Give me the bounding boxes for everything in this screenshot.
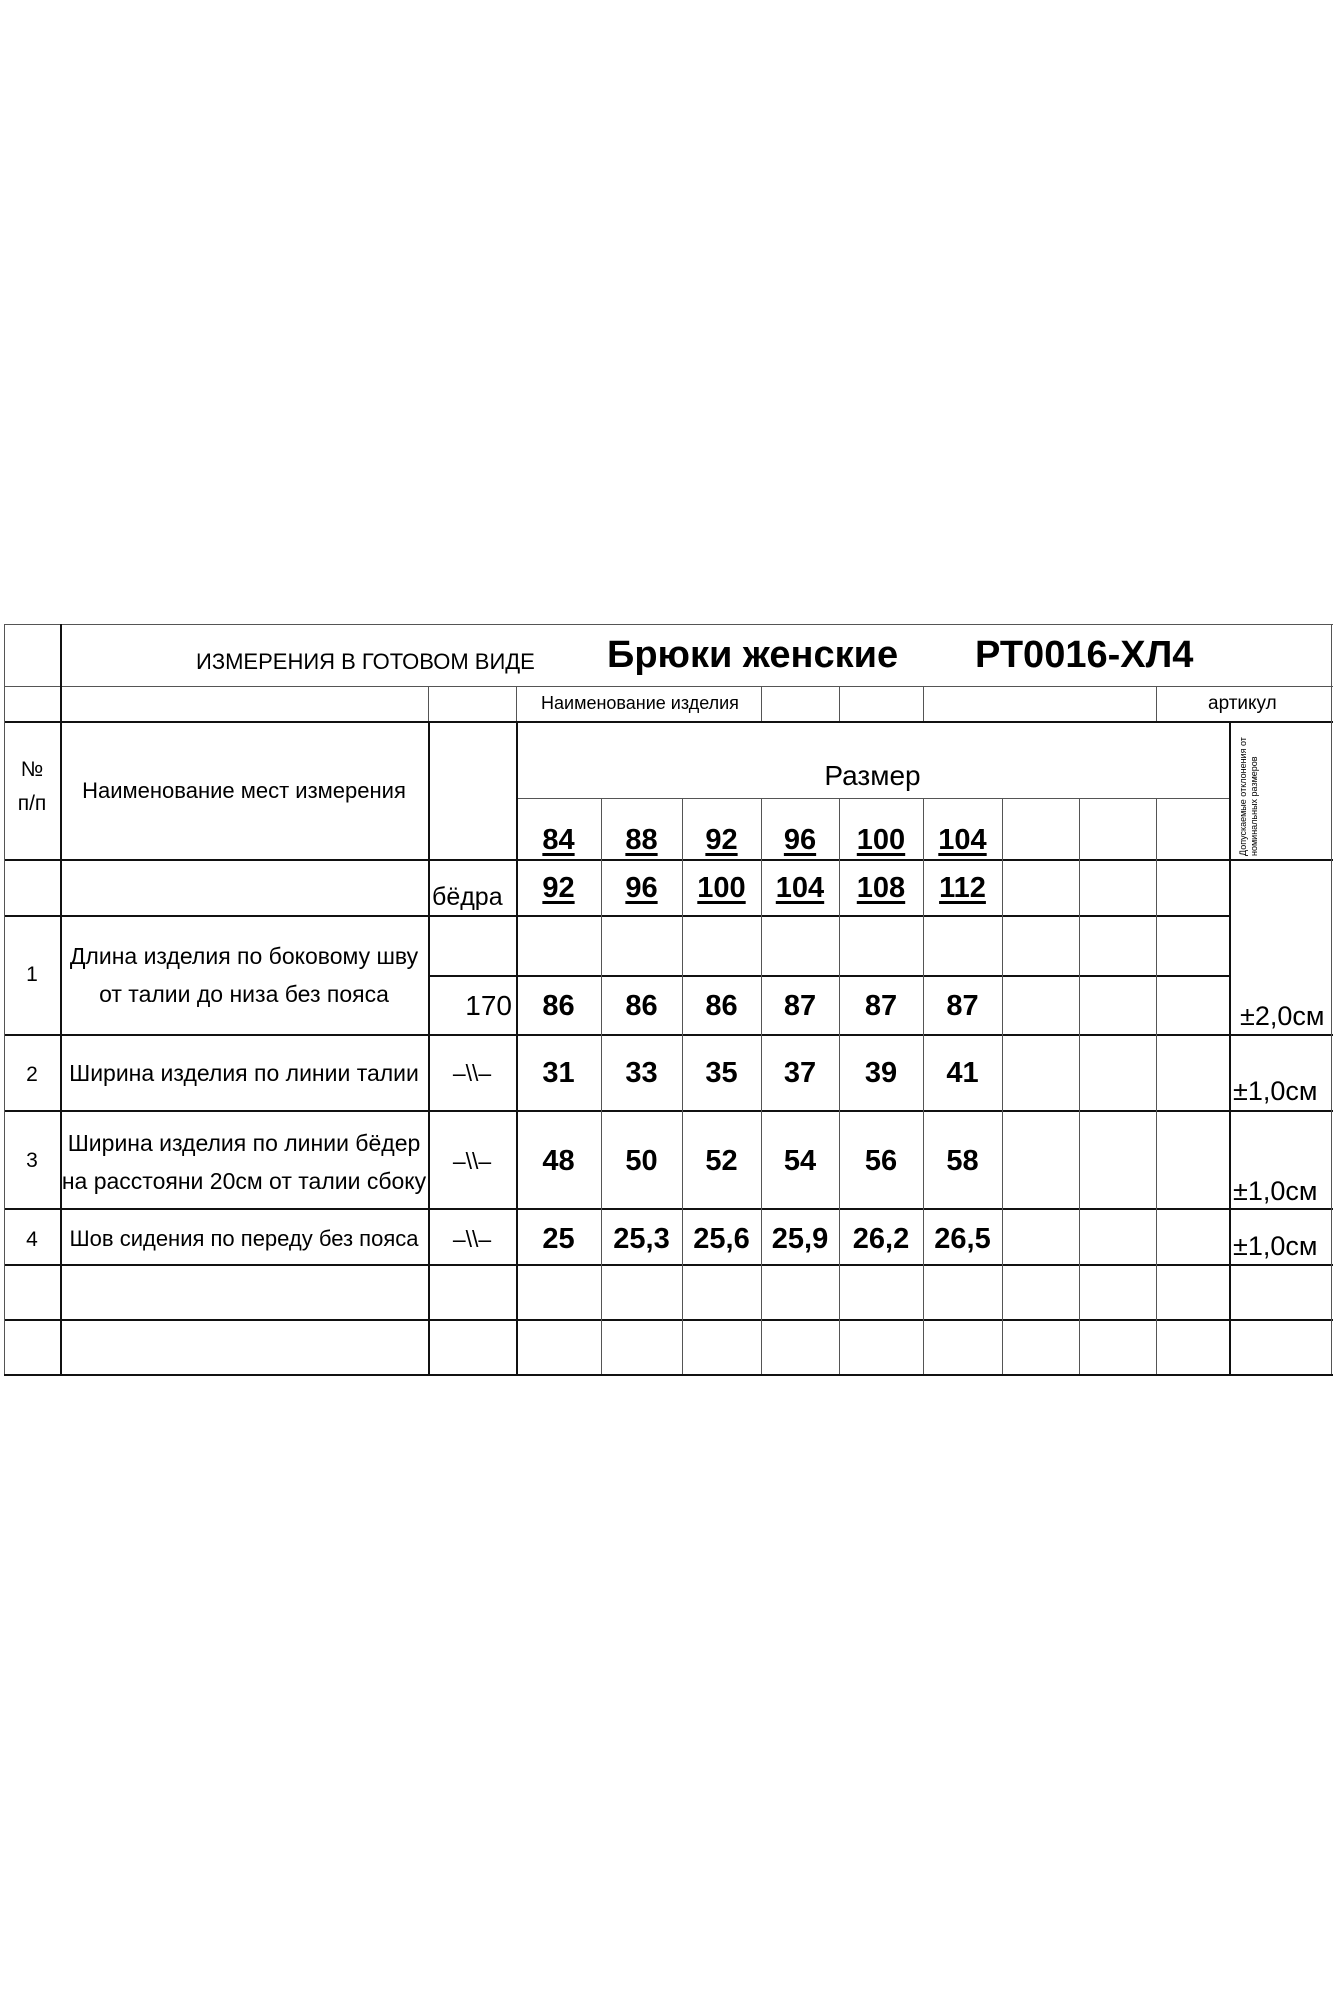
grid-line bbox=[516, 721, 518, 1374]
grid-line bbox=[1229, 721, 1231, 1374]
row-name: Ширина изделия по линии бёдер на расстояни 20см от талии сбоку bbox=[61, 1130, 427, 1194]
grid-line bbox=[4, 859, 1333, 861]
row-name: Шов сидения по переду без пояса bbox=[69, 1226, 419, 1251]
cell-value: 48 bbox=[542, 1145, 575, 1177]
row-number: 4 bbox=[26, 1228, 38, 1251]
grid-line bbox=[1156, 686, 1157, 721]
cell-value: 54 bbox=[783, 1145, 817, 1177]
row-tolerance: ±2,0см bbox=[1240, 1001, 1325, 1031]
row-number: 2 bbox=[26, 1063, 38, 1086]
cell-value: 87 bbox=[864, 990, 898, 1022]
size-value: 84 bbox=[542, 824, 575, 856]
size-value: 104 bbox=[938, 824, 987, 856]
product-name: Брюки женские bbox=[607, 634, 899, 676]
cell-value: 86 bbox=[625, 990, 658, 1022]
size-value: 88 bbox=[625, 824, 658, 856]
grid-line bbox=[1156, 798, 1157, 1374]
size-value: 96 bbox=[783, 824, 817, 856]
cell-value: 33 bbox=[625, 1057, 658, 1089]
grid-line bbox=[428, 975, 1229, 977]
grid-line bbox=[761, 686, 762, 721]
cell-value: 58 bbox=[946, 1145, 979, 1177]
hip-value: 112 bbox=[939, 872, 986, 904]
cell-value: 41 bbox=[946, 1057, 979, 1089]
grid-line bbox=[4, 624, 5, 1374]
article-code: РТ0016-ХЛ4 bbox=[975, 634, 1194, 676]
row-number: 1 bbox=[26, 963, 38, 986]
size-value: 100 bbox=[856, 824, 906, 856]
cell-value: 37 bbox=[783, 1057, 817, 1089]
cell-value: 25,9 bbox=[771, 1223, 829, 1255]
cell-value: 87 bbox=[946, 990, 979, 1022]
hip-value: 104 bbox=[775, 872, 825, 904]
cell-value: 86 bbox=[705, 990, 738, 1022]
grid-line bbox=[4, 1319, 1333, 1321]
cell-value: 25 bbox=[542, 1223, 575, 1255]
hip-value: 100 bbox=[697, 872, 746, 904]
row-ref: 170 bbox=[465, 990, 512, 1021]
col-name-header: Наименование мест измерения bbox=[82, 778, 406, 803]
grid-line bbox=[1331, 624, 1332, 1374]
row-tolerance: ±1,0см bbox=[1233, 1176, 1318, 1206]
cell-value: 26,2 bbox=[852, 1223, 910, 1255]
cell-value: 35 bbox=[705, 1057, 738, 1089]
col-number-header: № п/п bbox=[17, 758, 47, 815]
grid-line bbox=[4, 1264, 1333, 1266]
cell-value: 25,3 bbox=[613, 1223, 670, 1255]
grid-line bbox=[428, 686, 429, 721]
hip-label: бёдра bbox=[432, 883, 503, 911]
cell-value: 25,6 bbox=[693, 1223, 750, 1255]
size-title: Размер bbox=[824, 760, 921, 791]
cell-value: 50 bbox=[625, 1145, 658, 1177]
hip-value: 92 bbox=[542, 872, 575, 904]
cell-value: 26,5 bbox=[934, 1223, 991, 1255]
grid-line bbox=[516, 686, 517, 721]
row-number: 3 bbox=[26, 1149, 38, 1172]
grid-line bbox=[4, 1374, 1333, 1376]
grid-line bbox=[4, 915, 1229, 917]
product-name-caption: Наименование изделия bbox=[541, 693, 739, 713]
row-tolerance: ±1,0см bbox=[1233, 1231, 1318, 1261]
hip-value: 108 bbox=[856, 872, 906, 904]
cell-value: 39 bbox=[864, 1057, 898, 1089]
sheet-subtitle: ИЗМЕРЕНИЯ В ГОТОВОМ ВИДЕ bbox=[196, 649, 535, 674]
row-name: Ширина изделия по линии талии bbox=[69, 1060, 419, 1086]
cell-value: 31 bbox=[542, 1057, 575, 1089]
article-caption: артикул bbox=[1208, 693, 1277, 714]
size-value: 92 bbox=[705, 824, 738, 856]
grid-line bbox=[516, 798, 1229, 799]
grid-line bbox=[4, 1110, 1333, 1112]
grid-line bbox=[1079, 798, 1080, 1374]
cell-value: 56 bbox=[864, 1145, 898, 1177]
row-name: Длина изделия по боковому шву от талии до низа без пояса bbox=[69, 943, 419, 1007]
cell-value: 87 bbox=[783, 990, 817, 1022]
row-ref: –\\– bbox=[452, 1148, 492, 1174]
grid-line bbox=[923, 686, 924, 721]
grid-line bbox=[4, 1208, 1333, 1210]
grid-line bbox=[4, 624, 1333, 625]
cell-value: 52 bbox=[705, 1145, 738, 1177]
grid-line bbox=[4, 686, 1333, 687]
hip-value: 96 bbox=[625, 872, 658, 904]
row-ref: –\\– bbox=[452, 1060, 492, 1086]
grid-line bbox=[4, 721, 1333, 723]
cell-value: 86 bbox=[542, 990, 575, 1022]
row-ref: –\\– bbox=[452, 1226, 492, 1252]
grid-line bbox=[1002, 798, 1003, 1374]
row-tolerance: ±1,0см bbox=[1233, 1076, 1318, 1106]
tolerance-header: Допускаемые отклонения от номинальных размеров bbox=[1238, 737, 1259, 856]
grid-line bbox=[839, 686, 840, 721]
grid-line bbox=[428, 721, 430, 1374]
grid-line bbox=[4, 1034, 1333, 1036]
